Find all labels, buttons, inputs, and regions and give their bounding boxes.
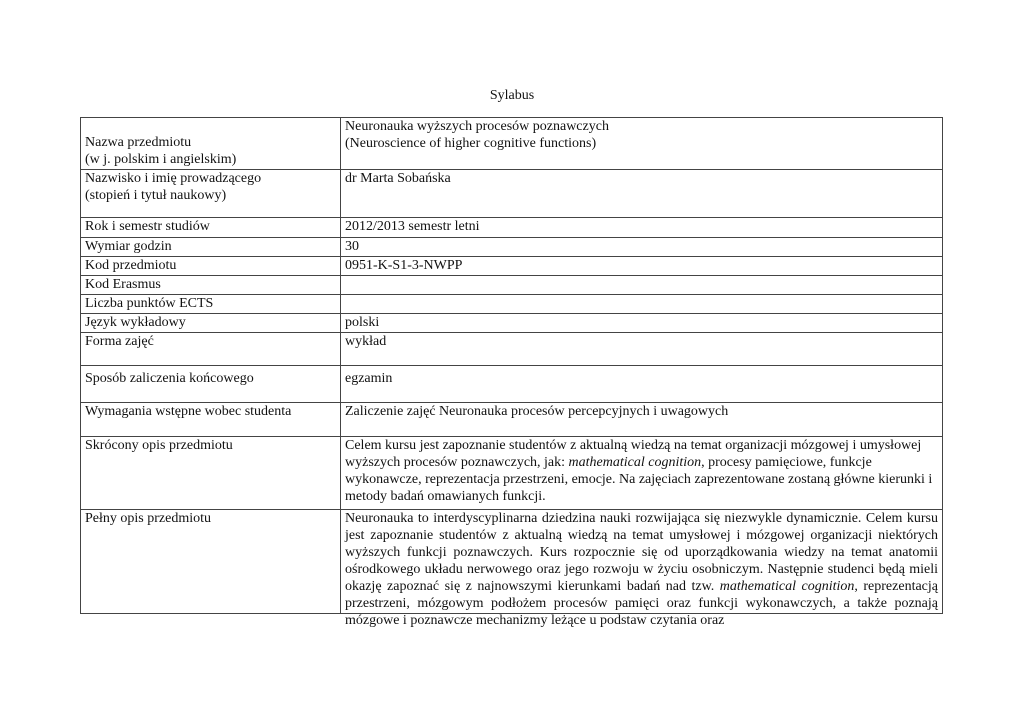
row-full-description bbox=[81, 510, 943, 614]
value-hours: 30 bbox=[341, 238, 943, 257]
label-erasmus-code: Kod Erasmus bbox=[81, 276, 341, 295]
value-year-semester: 2012/2013 semestr letni bbox=[341, 218, 943, 238]
label-course-code: Kod przedmiotu bbox=[81, 257, 341, 276]
row-ects bbox=[81, 295, 943, 314]
row-language bbox=[81, 314, 943, 333]
text-part-italic: mathematical cognition bbox=[568, 455, 702, 470]
value-assessment: egzamin bbox=[341, 366, 943, 403]
value-language: polski bbox=[341, 314, 943, 333]
value-prerequisites: Zaliczenie zajęć Neuronauka procesów percepcyjnych i uwagowych bbox=[341, 403, 943, 437]
value-short-description bbox=[341, 437, 943, 510]
text-part-italic: mathematical cognition bbox=[719, 579, 855, 594]
value-line: Neuronauka wyższych procesów poznawczych bbox=[345, 119, 609, 134]
label-line: Nazwa przedmiotu bbox=[85, 135, 192, 150]
row-year-semester bbox=[81, 218, 943, 238]
value-ects bbox=[341, 295, 943, 314]
value-full-description bbox=[341, 510, 943, 628]
label-assessment: Sposób zaliczenia końcowego bbox=[81, 366, 341, 403]
value-line: (Neuroscience of higher cognitive functions) bbox=[345, 136, 597, 151]
label-hours: Wymiar godzin bbox=[81, 238, 341, 257]
label-class-form: Forma zajęć bbox=[81, 333, 341, 366]
label-course-name bbox=[81, 118, 341, 170]
row-class-form bbox=[81, 333, 943, 366]
row-course-code bbox=[81, 257, 943, 276]
row-course-name bbox=[81, 118, 943, 170]
page-title: Sylabus bbox=[489, 88, 535, 103]
label-lecturer bbox=[81, 170, 341, 218]
text-part: Neuronauka to interdyscyplinarna dziedzina nauki rozwijająca się niezwykle dynamicznie. Celem kursu jest zapoznanie studentów z aktualną wiedzą na temat umysłowej i mózgowej organizacji niektórych wyższych funkcji poznawczych. Kurs rozpocznie się od uporządkowania wiedzy na temat anatomii ośrodkowego układu nerwowego oraz jego rozwoju w życiu osobniczym. Następnie studenci będą mieli okazję zapoznać się z najnowszymi kierunkami badań nad tzw. bbox=[345, 511, 938, 594]
row-prerequisites bbox=[81, 403, 943, 437]
value-course-code: 0951-K-S1-3-NWPP bbox=[341, 257, 943, 276]
text-part: , reprezentacją przestrzeni, mózgowym podłożem procesów pamięci oraz funkcji wykonawczych, a także poznają mózgowe i poznawcze mechanizmy leżące u podstaw czytania oraz bbox=[345, 579, 938, 628]
value-course-name bbox=[341, 118, 943, 170]
label-line: (stopień i tytuł naukowy) bbox=[85, 188, 227, 203]
label-line: (w j. polskim i angielskim) bbox=[85, 152, 237, 167]
row-lecturer bbox=[81, 170, 943, 218]
row-erasmus-code bbox=[81, 276, 943, 295]
row-short-description bbox=[81, 437, 943, 510]
full-description-text bbox=[345, 510, 938, 628]
syllabus-table bbox=[80, 117, 943, 628]
text-part: Celem kursu jest zapoznanie studentów z aktualną wiedzą na temat organizacji mózgowej i umysłowej wyższych procesów poznawczych, jak: bbox=[345, 438, 922, 470]
label-prerequisites: Wymagania wstępne wobec studenta bbox=[81, 403, 341, 437]
text-part: , procesy pamięciowe, funkcje wykonawcze, reprezentacja przestrzeni, emocje. Na zajęciach zaprezentowane zostaną główne kierunki i metody badań omawianych funkcji. bbox=[345, 455, 933, 504]
value-class-form: wykład bbox=[341, 333, 943, 366]
value-lecturer: dr Marta Sobańska bbox=[341, 170, 943, 218]
row-assessment bbox=[81, 366, 943, 403]
label-line: Nazwisko i imię prowadzącego bbox=[85, 171, 262, 186]
label-ects: Liczba punktów ECTS bbox=[81, 295, 341, 314]
label-language: Język wykładowy bbox=[81, 314, 341, 333]
row-hours bbox=[81, 238, 943, 257]
value-erasmus-code bbox=[341, 276, 943, 295]
label-full-description: Pełny opis przedmiotu bbox=[81, 510, 341, 614]
label-year-semester: Rok i semestr studiów bbox=[81, 218, 341, 238]
label-short-description: Skrócony opis przedmiotu bbox=[81, 437, 341, 510]
